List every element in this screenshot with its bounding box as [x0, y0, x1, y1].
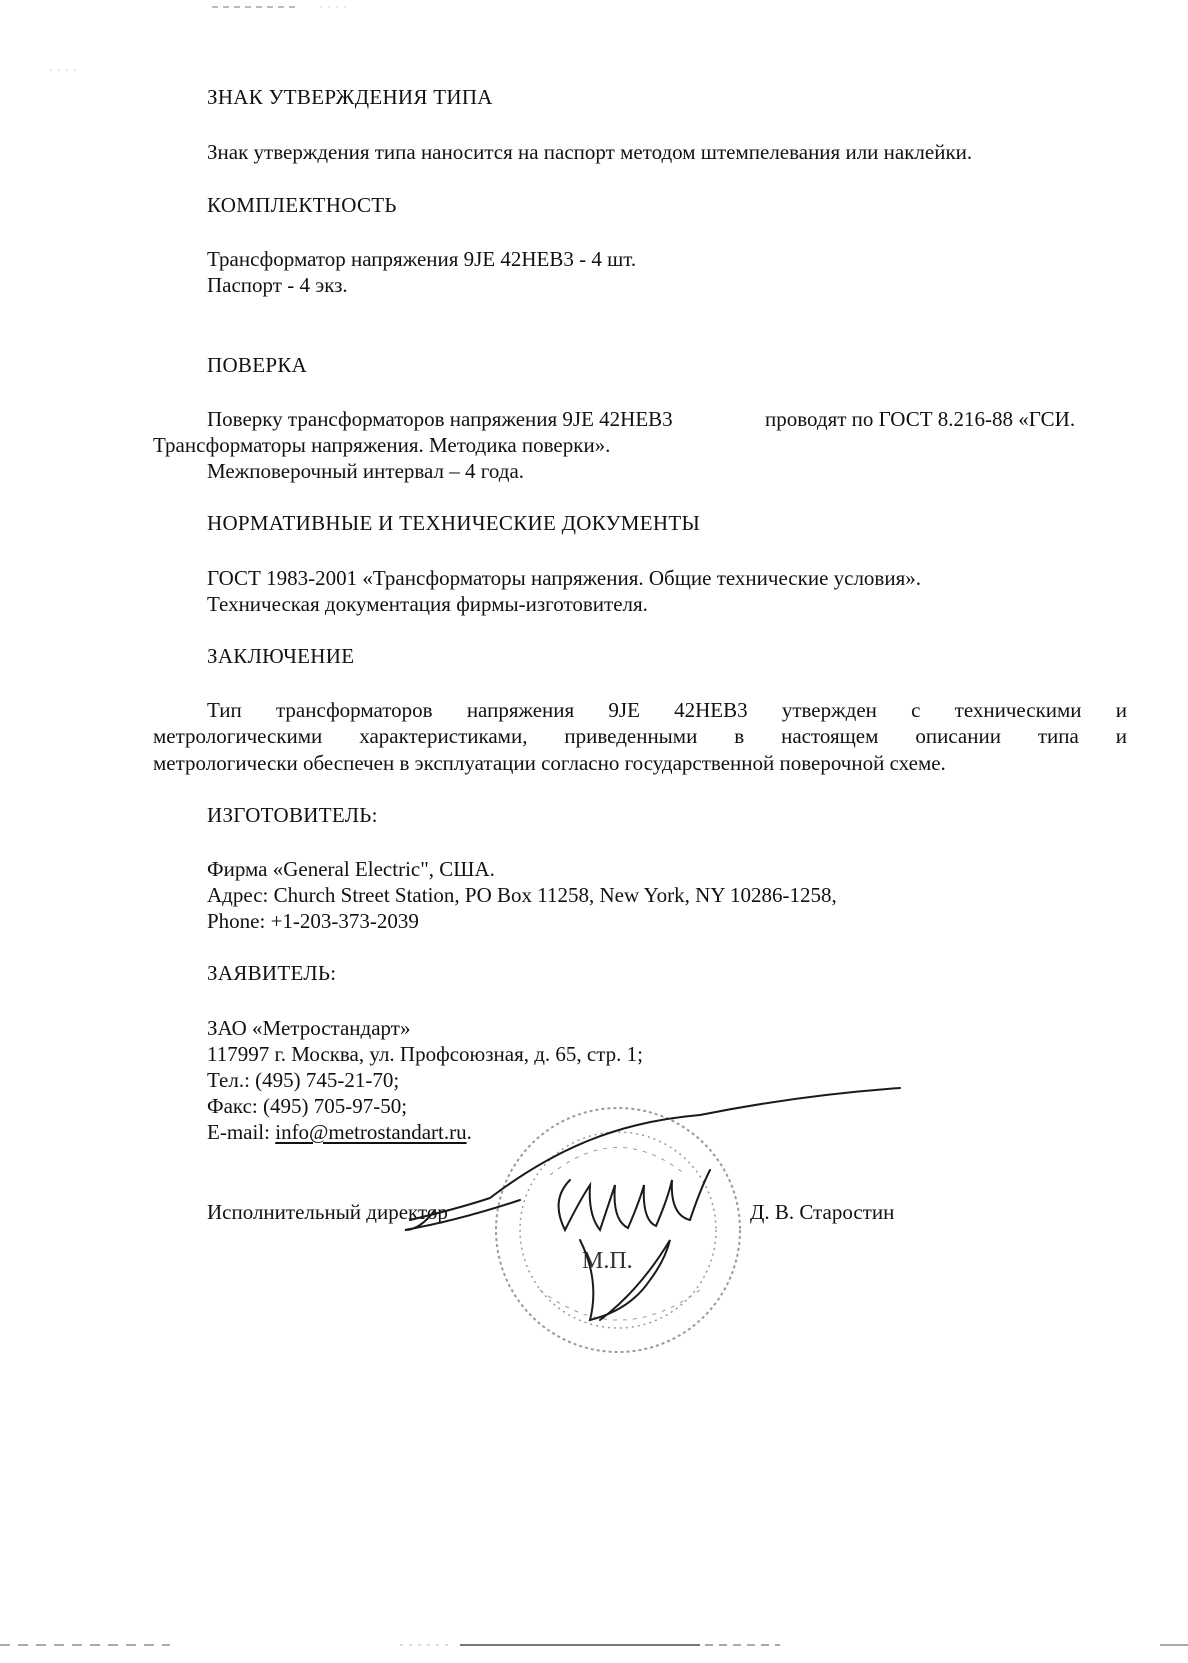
normative-docs-heading: НОРМАТИВНЫЕ И ТЕХНИЧЕСКИЕ ДОКУМЕНТЫ — [207, 511, 701, 535]
completeness-heading: КОМПЛЕКТНОСТЬ — [207, 193, 397, 217]
email-label: E-mail: — [207, 1120, 276, 1144]
normative-docs-line: ГОСТ 1983-2001 «Трансформаторы напряжения. Общие технические условия». — [207, 566, 921, 590]
handwritten-signature — [405, 1088, 900, 1320]
type-mark-heading: ЗНАК УТВЕРЖДЕНИЯ ТИПА — [207, 85, 493, 109]
applicant-line: Тел.: (495) 745-21-70; — [207, 1068, 400, 1092]
verification-line: Поверку трансформаторов напряжения 9JE 42HEB3 — [207, 407, 673, 431]
email-suffix: . — [466, 1120, 472, 1144]
completeness-line: Паспорт - 4 экз. — [207, 273, 348, 297]
conclusion-line: Тип трансформаторов напряжения 9JE 42HEB3 утвержден с техническими и — [207, 698, 1127, 722]
manufacturer-line: Фирма «General Electric", США. — [207, 857, 495, 881]
email-link[interactable]: info@metrostandart.ru — [275, 1120, 467, 1144]
type-mark-text: Знак утверждения типа наносится на паспорт методом штемпелевания или наклейки. — [207, 140, 973, 164]
manufacturer-line: Phone: +1-203-373-2039 — [207, 909, 419, 933]
conclusion-line: метрологически обеспечен в эксплуатации согласно государственной поверочной схеме. — [153, 751, 946, 775]
applicant-heading: ЗАЯВИТЕЛЬ: — [207, 961, 337, 985]
stamp-and-signature — [400, 1080, 920, 1410]
signatory-title: Исполнительный директор — [207, 1200, 448, 1224]
stamp-mp-text: М.П. — [582, 1248, 633, 1274]
normative-docs-line: Техническая документация фирмы-изготовителя. — [207, 592, 648, 616]
conclusion-heading: ЗАКЛЮЧЕНИЕ — [207, 644, 355, 668]
verification-line: проводят по ГОСТ 8.216-88 «ГСИ. — [765, 407, 1076, 431]
completeness-line: Трансформатор напряжения 9JE 42HEB3 - 4 шт. — [207, 247, 637, 271]
verification-line: Межповерочный интервал – 4 года. — [207, 459, 525, 483]
applicant-line: Факс: (495) 705-97-50; — [207, 1094, 408, 1118]
applicant-line: ЗАО «Метростандарт» — [207, 1016, 411, 1040]
manufacturer-heading: ИЗГОТОВИТЕЛЬ: — [207, 803, 378, 827]
conclusion-line: метрологическими характеристиками, приведенными в настоящем описании типа и — [153, 724, 1127, 748]
verification-line: Трансформаторы напряжения. Методика поверки». — [153, 433, 611, 457]
signatory-name: Д. В. Старостин — [750, 1200, 895, 1224]
manufacturer-line: Адрес: Church Street Station, PO Box 11258, New York, NY 10286-1258, — [207, 883, 837, 907]
verification-heading: ПОВЕРКА — [207, 353, 308, 377]
applicant-line: 117997 г. Москва, ул. Профсоюзная, д. 65, стр. 1; — [207, 1042, 643, 1066]
official-stamp — [496, 1108, 740, 1352]
